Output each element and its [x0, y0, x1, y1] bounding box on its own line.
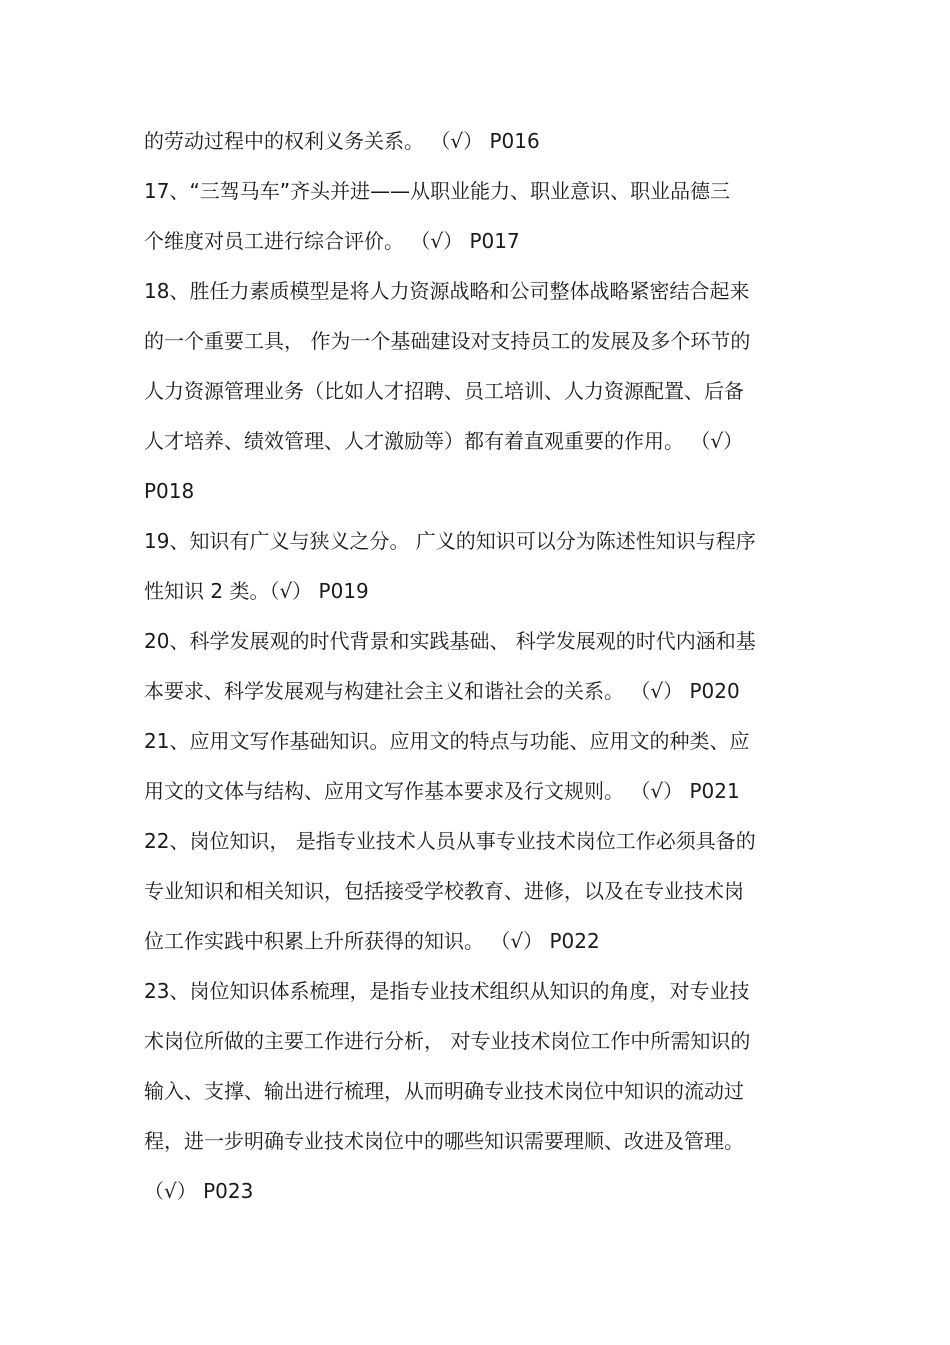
- text-line: 程，进一步明确专业技术岗位中的哪些知识需要理顺、改进及管理。: [144, 1129, 744, 1153]
- text-line: 术岗位所做的主要工作进行分析， 对专业技术岗位工作中所需知识的: [144, 1029, 751, 1053]
- text-line: 17、“三驾马车”齐头并进——从职业能力、职业意识、职业品德三: [144, 179, 731, 203]
- text-line: 23、岗位知识体系梳理，是指专业技术组织从知识的角度，对专业技: [144, 979, 750, 1003]
- text-line: 22、岗位知识， 是指专业技术人员从事专业技术岗位工作必须具备的: [144, 829, 756, 853]
- text-line: 的一个重要工具， 作为一个基础建设对支持员工的发展及多个环节的: [144, 329, 751, 353]
- text-line: 个维度对员工进行综合评价。 （√） P017: [144, 229, 520, 253]
- text-line: 性知识 2 类。（√） P019: [144, 579, 369, 603]
- text-line: 18、胜任力素质模型是将人力资源战略和公司整体战略紧密结合起来: [144, 279, 750, 303]
- text-line: 20、科学发展观的时代背景和实践基础、 科学发展观的时代内涵和基: [144, 629, 756, 653]
- text-line: 21、应用文写作基础知识。应用文的特点与功能、应用文的种类、应: [144, 729, 750, 753]
- text-line: （√） P023: [144, 1179, 254, 1203]
- text-line: 专业知识和相关知识，包括接受学校教育、进修，以及在专业技术岗: [144, 879, 744, 903]
- text-line: 人力资源管理业务（比如人才招聘、员工培训、人力资源配置、后备: [144, 379, 744, 403]
- text-line: 的劳动过程中的权利义务关系。 （√） P016: [144, 129, 540, 153]
- text-line: 输入、支撑、输出进行梳理，从而明确专业技术岗位中知识的流动过: [144, 1079, 744, 1103]
- text-line: 位工作实践中积累上升所获得的知识。 （√） P022: [144, 929, 600, 953]
- text-line: 用文的文体与结构、应用文写作基本要求及行文规则。 （√） P021: [144, 779, 740, 803]
- text-line: 19、知识有广义与狭义之分。 广义的知识可以分为陈述性知识与程序: [144, 529, 756, 553]
- text-line: 本要求、科学发展观与构建社会主义和谐社会的关系。 （√） P020: [144, 679, 740, 703]
- text-line: P018: [144, 479, 195, 503]
- text-line: 人才培养、绩效管理、人才激励等）都有着直观重要的作用。 （√）: [144, 429, 744, 453]
